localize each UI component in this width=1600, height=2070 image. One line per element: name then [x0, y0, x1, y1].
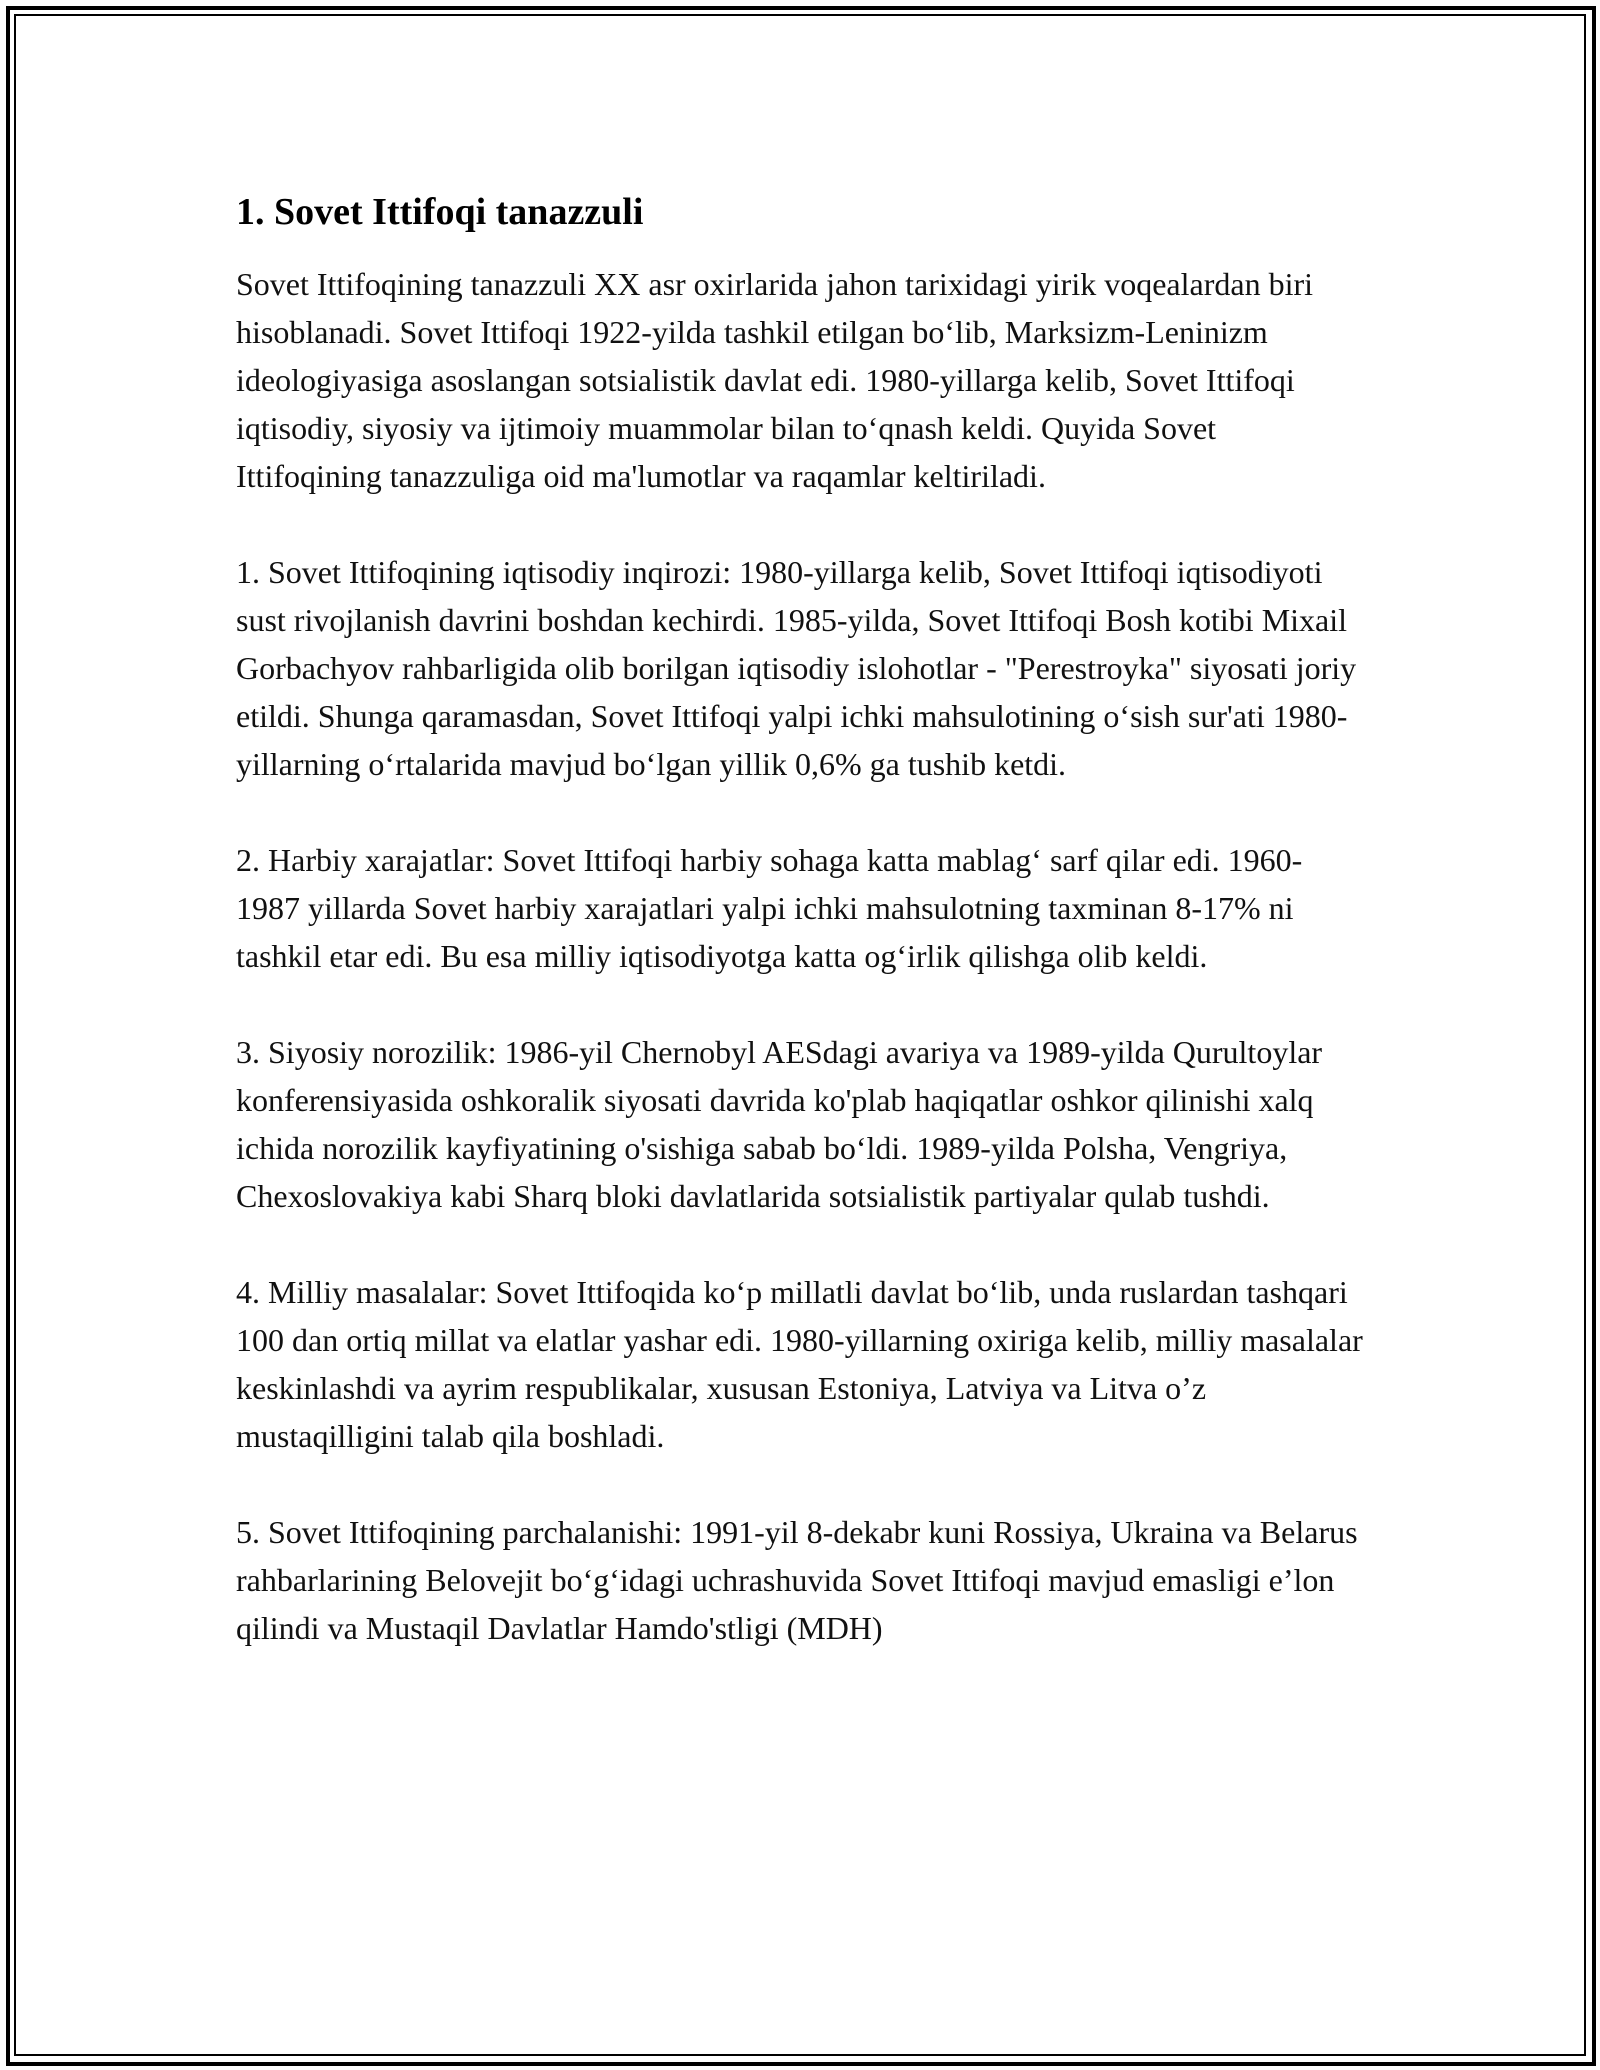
paragraph-national-issues: 4. Milliy masalalar: Sovet Ittifoqida ko‘p millatli davlat bo‘lib, unda ruslardan tashqari 100 dan ortiq millat va elatlar yashar edi. 1980-yillarning oxiriga kelib, milliy masalalar keskinlashdi va ayrim respublikalar, xususan Estoniya, Latviya va Litva o’z mustaqilligini talab qila boshladi. [236, 1274, 1363, 1454]
document-title: 1. Sovet Ittifoqi tanazzuli [236, 191, 644, 233]
intro-paragraph: Sovet Ittifoqining tanazzuli XX asr oxirlarida jahon tarixidagi yirik voqealardan biri hisoblanadi. Sovet Ittifoqi 1922-yilda tashkil etilgan bo‘lib, Marksizm-Leninizm ideologiyasiga asoslangan sotsialistik davlat edi. 1980-yillarga kelib, Sovet Ittifoqi iqtisodiy, siyosiy va ijtimoiy muammolar bilan to‘qnash keldi. Quyida Sovet Ittifoqining tanazzuliga oid ma'lumotlar va raqamlar keltiriladi. [236, 266, 1314, 494]
paragraph-economic-crisis: 1. Sovet Ittifoqining iqtisodiy inqirozi: 1980-yillarga kelib, Sovet Ittifoqi iqtisodiyoti sust rivojlanish davrini boshdan kechirdi. 1985-yilda, Sovet Ittifoqi Bosh kotibi Mixail Gorbachyov rahbarligida olib borilgan iqtisodiy islohotlar - "Perestroyka" siyosati joriy etildi. Shunga qaramasdan, Sovet Ittifoqi yalpi ichki mahsulotining o‘sish sur'ati 1980-yillarning o‘rtalarida mavjud bo‘lgan yillik 0,6% ga tushib ketdi. [236, 554, 1357, 782]
paragraph-political-discontent: 3. Siyosiy norozilik: 1986-yil Chernobyl AESdagi avariya va 1989-yilda Qurultoylar konferensiyasida oshkoralik siyosati davrida ko'plab haqiqatlar oshkor qilinishi xalq ichida norozilik kayfiyatining o'sishiga sabab bo‘ldi. 1989-yilda Polsha, Vengriya, Chexoslovakiya kabi Sharq bloki davlatlarida sotsialistik partiyalar qulab tushdi. [236, 1034, 1323, 1214]
paragraph-military-spending: 2. Harbiy xarajatlar: Sovet Ittifoqi harbiy sohaga katta mablag‘ sarf qilar edi. 1960-1987 yillarda Sovet harbiy xarajatlari yalpi ichki mahsulotning taxminan 8-17% ni tashkil etar edi. Bu esa milliy iqtisodiyotga katta og‘irlik qilishga olib keldi. [236, 842, 1303, 974]
paragraph-dissolution: 5. Sovet Ittifoqining parchalanishi: 1991-yil 8-dekabr kuni Rossiya, Ukraina va Belarus rahbarlarining Belovejit bo‘g‘idagi uchrashuvida Sovet Ittifoqi mavjud emasligi e’lon qilindi va Mustaqil Davlatlar Hamdo'stligi (MDH) [236, 1514, 1358, 1646]
document-body [236, 186, 1366, 1700]
